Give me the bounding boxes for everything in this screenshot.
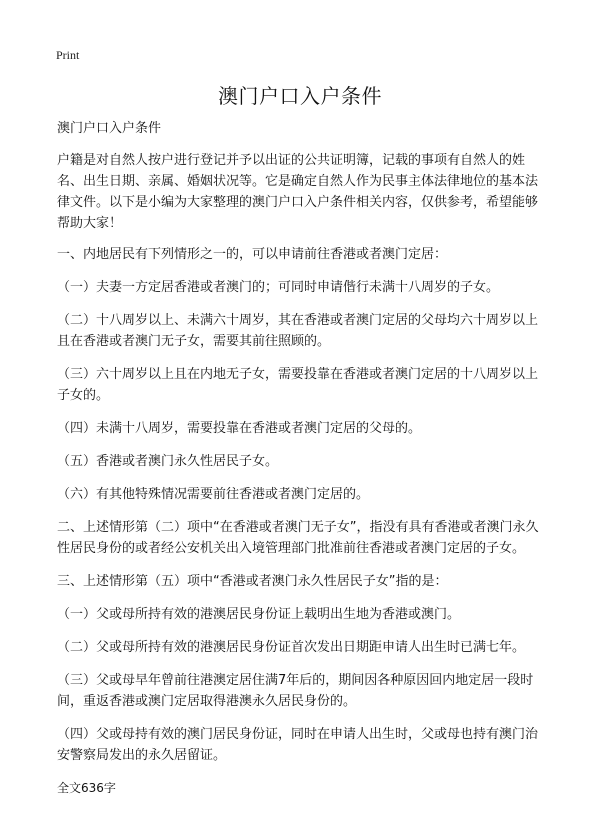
intro-paragraph: 户籍是对自然人按户进行登记并予以出证的公共证明簿，记载的事项有自然人的姓名、出生日期、亲属、婚姻状况等。它是确定自然人作为民事主体法律地位的基本法律文件。以下是小编为大家整理的澳门户口入户条件相关内容，仅供参考，希望能够帮助大家！ <box>57 153 539 231</box>
paragraph: （六）有其他特殊情况需要前往香港或者澳门定居的。 <box>57 487 370 502</box>
article-body <box>57 118 547 799</box>
paragraph: （三）六十周岁以上且在内地无子女，需要投靠在香港或者澳门定居的十八周岁以上子女的。 <box>57 367 539 403</box>
paragraph: （一）父或母所持有效的港澳居民身份证上载明出生地为香港或澳门。 <box>57 607 461 622</box>
article-subtitle: 澳门户口入户条件 <box>57 121 162 136</box>
paragraph: 二、上述情形第（二）项中“在香港或者澳门无子女”，指没有具有香港或者澳门永久性居民身份的或者经公安机关出入境管理部门批准前往香港或者澳门定居的子女。 <box>57 520 539 556</box>
paragraph: 三、上述情形第（五）项中“香港或者澳门永久性居民子女”指的是： <box>57 574 448 589</box>
page-title: 澳门户口入户条件 <box>218 84 382 108</box>
paragraph: （五）香港或者澳门永久性居民子女。 <box>57 454 279 469</box>
paragraph: （四）父或母持有效的澳门居民身份证，同时在申请人出生时，父或母也持有澳门治安警察局发出的永久居留证。 <box>57 727 539 763</box>
paragraph: （四）未满十八周岁，需要投靠在香港或者澳门定居的父母的。 <box>57 421 422 436</box>
paragraph: （二）十八周岁以上、未满六十周岁，其在香港或者澳门定居的父母均六十周岁以上且在香港或者澳门无子女，需要其前往照顾的。 <box>57 313 539 349</box>
paragraph: 一、内地居民有下列情形之一的，可以申请前往香港或者澳门定居： <box>57 247 448 262</box>
paragraph: （二）父或母所持有效的港澳居民身份证首次发出日期距申请人出生时已满七年。 <box>57 640 526 655</box>
paragraph: （一）夫妻一方定居香港或者澳门的；可同时申请偕行未满十八周岁的子女。 <box>57 280 500 295</box>
print-link[interactable]: Print <box>56 48 80 62</box>
word-count: 全文636字 <box>57 781 116 795</box>
paragraph: （三）父或母早年曾前往港澳定居住满7年后的，期间因各种原因回内地定居一段时间，重返香港或澳门定居取得港澳永久居民身份的。 <box>57 673 534 709</box>
